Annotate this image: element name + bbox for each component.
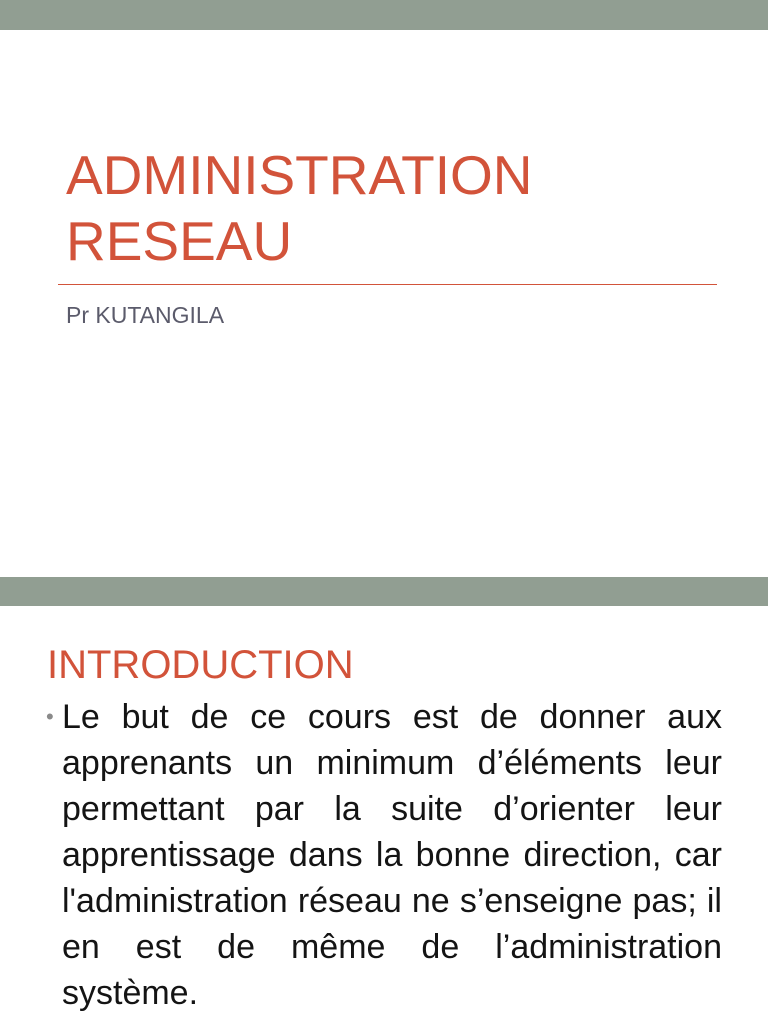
section-heading: INTRODUCTION	[47, 643, 354, 687]
slide-separator-band	[0, 577, 768, 606]
bullet-list	[46, 694, 722, 1016]
slide-subtitle: Pr KUTANGILA	[66, 302, 225, 328]
bullet-text: Le but de ce cours est de donner aux apprenants un minimum d’éléments leur permettant par la suite d’orienter leur apprentissage dans la bonne direction, car l'administration réseau ne s’enseigne pas; il en est de même de l’administration système.	[62, 698, 722, 1012]
title-underline	[58, 284, 717, 285]
slide-title	[66, 142, 726, 274]
slide-title-line-2: RESEAU	[66, 210, 293, 272]
list-item	[46, 694, 722, 1016]
bullet-icon: •	[46, 704, 54, 729]
top-divider-band	[0, 0, 768, 30]
slide-title-line-1: ADMINISTRATION	[66, 144, 533, 206]
